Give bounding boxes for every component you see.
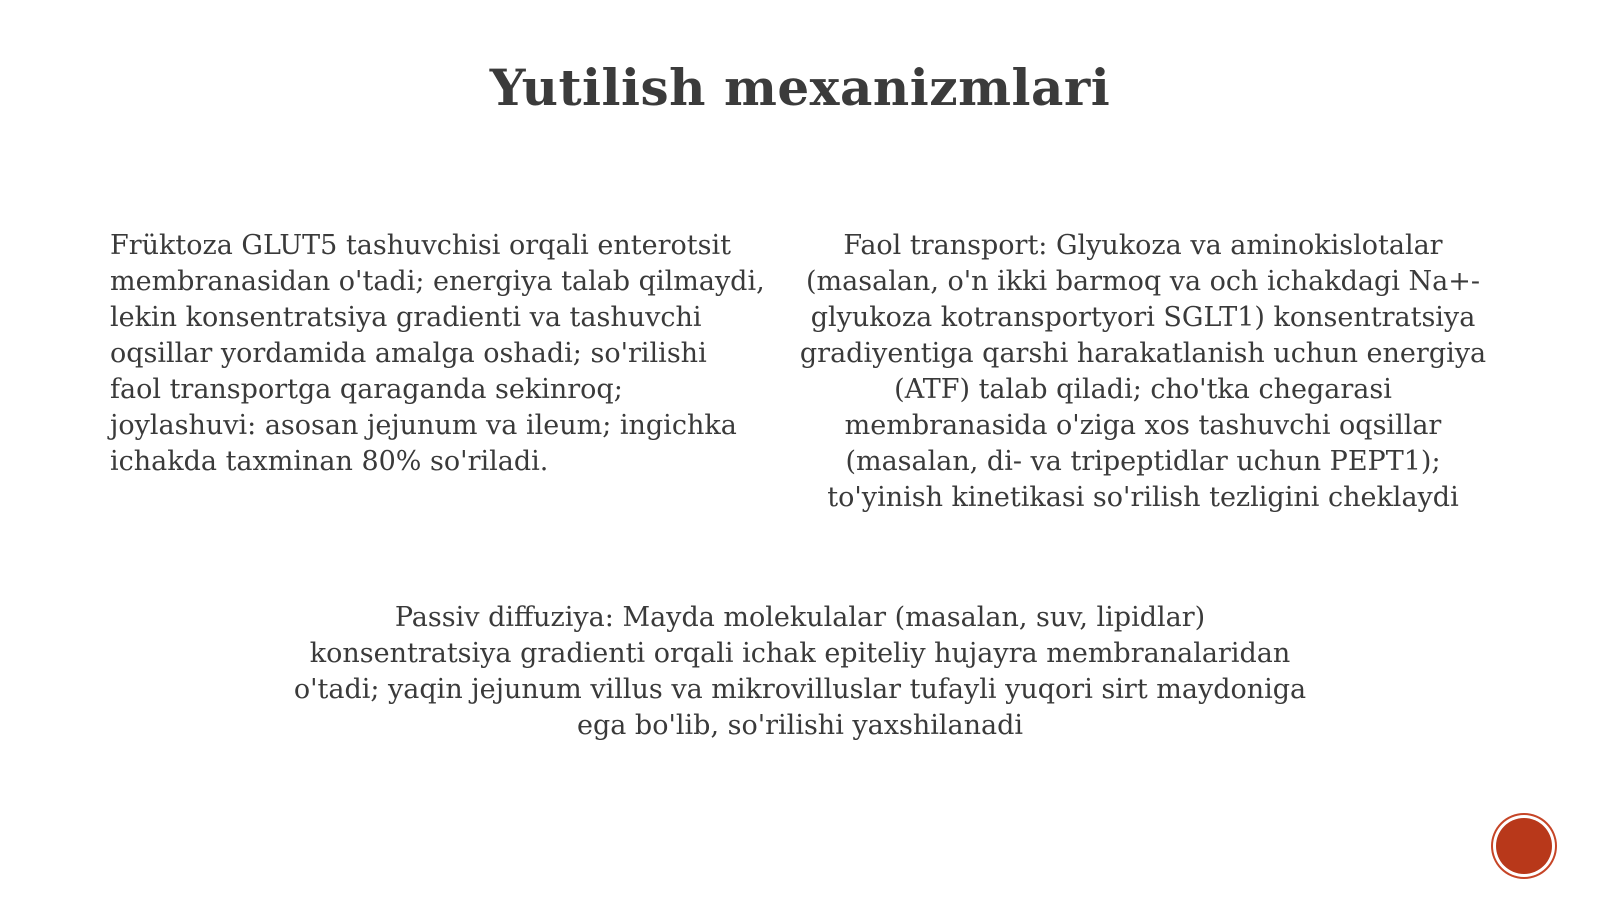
right-text-block: Faol transport: Glyukoza va aminokislotalar (masalan, o'n ikki barmoq va och ichakdagi Na+-glyukoza kotransportyori SGLT1) konsentratsiya gradiyentiga qarshi harakatlanish uchun energiya (ATF) talab qiladi; cho'tka chegarasi membranasida o'ziga xos tashuvchi oqsillar (masalan, di- va tripeptidlar uchun PEPT1); to'yinish kinetikasi so'rilish tezligini cheklaydi bbox=[799, 230, 1487, 513]
bottom-text-block: Passiv diffuziya: Mayda molekulalar (masalan, suv, lipidlar) konsentratsiya gradienti orqali ichak epiteliy hujayra membranalaridan o'tadi; yaqin jejunum villus va mikrovilluslar tufayli yuqori sirt maydoniga ega bo'lib, so'rilishi yaxshilanadi bbox=[293, 602, 1307, 741]
slide-title: Yutilish mexanizmlari bbox=[489, 58, 1111, 117]
slide-nav-button[interactable] bbox=[1496, 818, 1552, 874]
left-text-block: Früktoza GLUT5 tashuvchisi orqali enterotsit membranasidan o'tadi; energiya talab qilmaydi, lekin konsentratsiya gradienti va tashuvchi oqsillar yordamida amalga oshadi; so'rilishi faol transportga qaraganda sekinroq; joylashuvi: asosan jejunum va ileum; ingichka ichakda taxminan 80% so'riladi. bbox=[110, 230, 765, 477]
